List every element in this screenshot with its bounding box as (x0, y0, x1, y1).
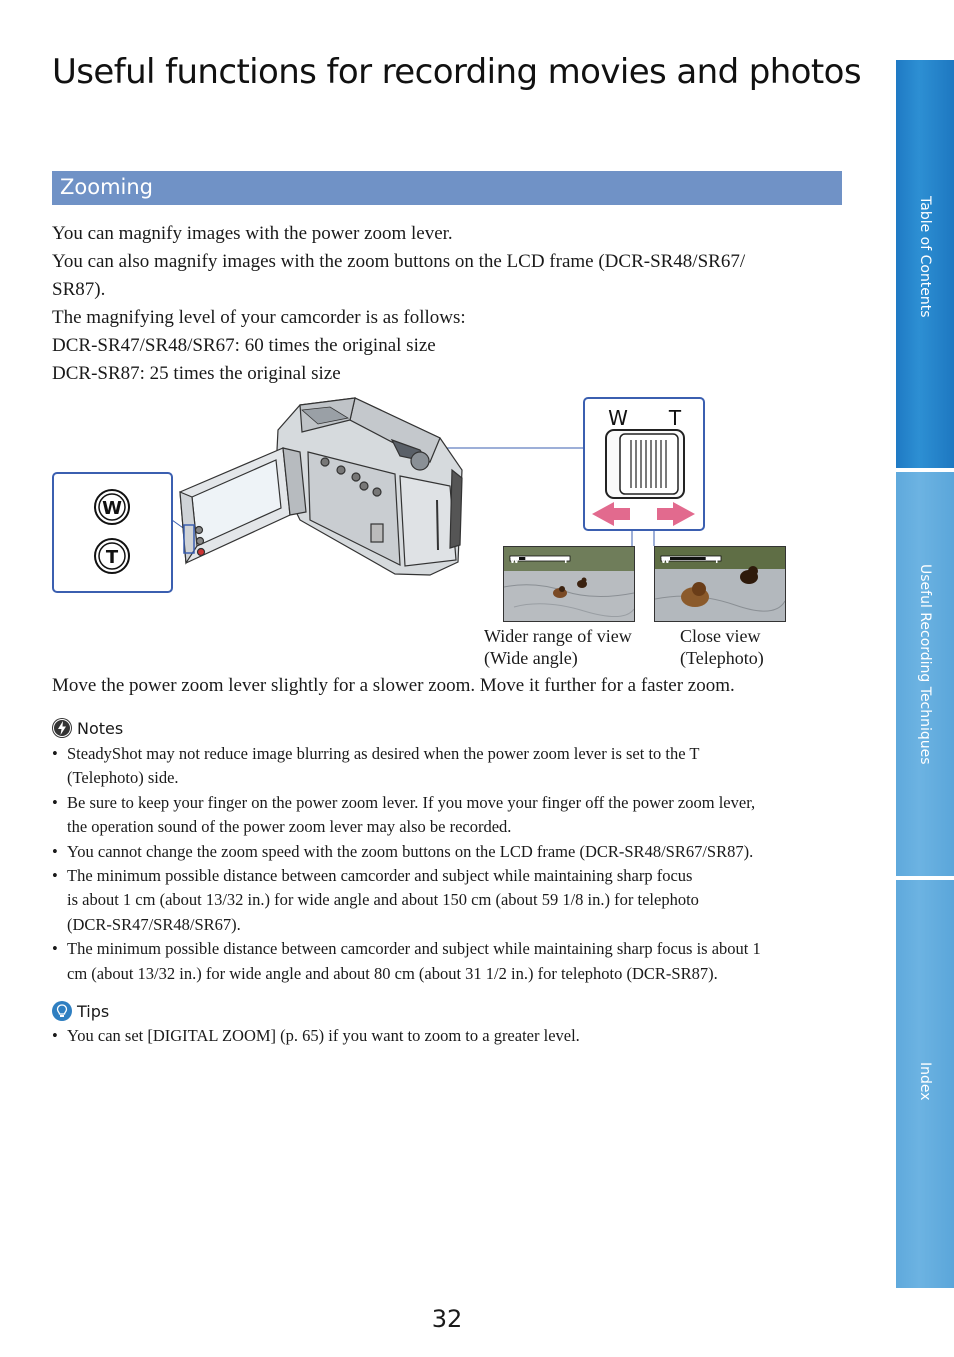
lever-t-label: T (668, 406, 682, 430)
note-item (52, 937, 847, 986)
tab-label: Useful Recording Techniques (917, 564, 933, 765)
page-number: 32 (431, 1305, 463, 1333)
intro-paragraph (52, 220, 842, 388)
wide-zoom-fill (519, 557, 525, 560)
note-line: (Telephoto) side. (67, 768, 179, 788)
intro-line: The magnifying level of your camcorder is as follows: (52, 307, 466, 328)
tele-caption-line: Close view (680, 626, 761, 646)
tip-item (52, 1024, 847, 1048)
zoom-speed-text: Move the power zoom lever slightly for a slower zoom. Move it further for a faster zoom. (52, 675, 735, 696)
wide-angle-photo (503, 546, 635, 622)
note-line: is about 1 cm (about 13/32 in.) for wide angle and about 150 cm (about 59 1/8 in.) for telephoto (67, 890, 699, 910)
notes-heading: Notes (77, 718, 124, 738)
section-heading-bar (52, 171, 842, 205)
note-item (52, 791, 847, 840)
wide-angle-caption (484, 625, 632, 669)
page-title: Useful functions for recording movies and photos (52, 52, 861, 92)
wide-bar-w-label: W (510, 556, 519, 565)
tele-bar-w-label: W (661, 556, 670, 565)
note-line: the operation sound of the power zoom lever may also be recorded. (67, 817, 512, 837)
intro-line: DCR-SR47/SR48/SR67: 60 times the original size (52, 335, 436, 356)
note-line: (DCR-SR47/SR48/SR67). (67, 914, 241, 934)
wide-bar-t-label: T (563, 556, 569, 565)
tip-line: • You can set [DIGITAL ZOOM] (p. 65) if you want to zoom to a greater level. (67, 1026, 580, 1045)
tab-label: Table of Contents (917, 196, 933, 318)
note-item (52, 864, 847, 937)
note-line: • You cannot change the zoom speed with the zoom buttons on the LCD frame (DCR-SR48/SR67/SR87). (67, 841, 754, 861)
tips-lightbulb-icon (52, 1001, 72, 1021)
tips-header (52, 1001, 109, 1021)
telephoto-caption (680, 625, 764, 669)
wide-caption-line: (Wide angle) (484, 648, 578, 668)
section-heading: Zooming (60, 175, 154, 199)
note-line: • The minimum possible distance between camcorder and subject while maintaining sharp focus (67, 866, 693, 886)
tele-caption-line: (Telephoto) (680, 648, 764, 668)
tab-label: Index (917, 1062, 933, 1101)
intro-line: SR87). (52, 279, 106, 300)
wide-caption-line: Wider range of view (484, 626, 632, 646)
tele-bar-t-label: T (714, 556, 720, 565)
note-line: • SteadyShot may not reduce image blurring as desired when the power zoom lever is set to the T (67, 744, 700, 763)
lever-w-label: W (608, 406, 628, 430)
camcorder-illustration (180, 398, 462, 575)
notes-list (52, 742, 847, 986)
note-item (52, 742, 847, 791)
note-line: cm (about 13/32 in.) for wide angle and about 80 cm (about 31 1/2 in.) for telephoto (DCR-SR87). (67, 963, 718, 983)
tele-zoom-fill (670, 557, 706, 560)
lcd-zoom-w-button (95, 490, 129, 524)
intro-line: DCR-SR87: 25 times the original size (52, 363, 341, 384)
intro-line: You can magnify images with the power zoom lever. (52, 223, 453, 244)
tips-list (52, 1024, 847, 1048)
lcd-zoom-w-label: W (102, 498, 122, 519)
tab-useful-recording-techniques[interactable] (896, 472, 954, 876)
intro-line: You can also magnify images with the zoom buttons on the LCD frame (DCR-SR48/SR67/ (52, 251, 746, 272)
notes-warning-icon (52, 718, 72, 738)
tab-index[interactable] (896, 880, 954, 1288)
note-line: • Be sure to keep your finger on the power zoom lever. If you move your finger off the power zoom lever, (67, 792, 756, 812)
notes-header (52, 718, 123, 738)
note-item (52, 840, 847, 864)
telephoto-photo (654, 546, 786, 622)
note-line: • The minimum possible distance between camcorder and subject while maintaining sharp focus is about 1 (67, 939, 761, 959)
tab-table-of-contents[interactable] (896, 60, 954, 468)
tips-heading: Tips (77, 1001, 110, 1021)
lcd-zoom-t-button (95, 539, 129, 573)
lcd-zoom-t-label: T (105, 547, 119, 568)
